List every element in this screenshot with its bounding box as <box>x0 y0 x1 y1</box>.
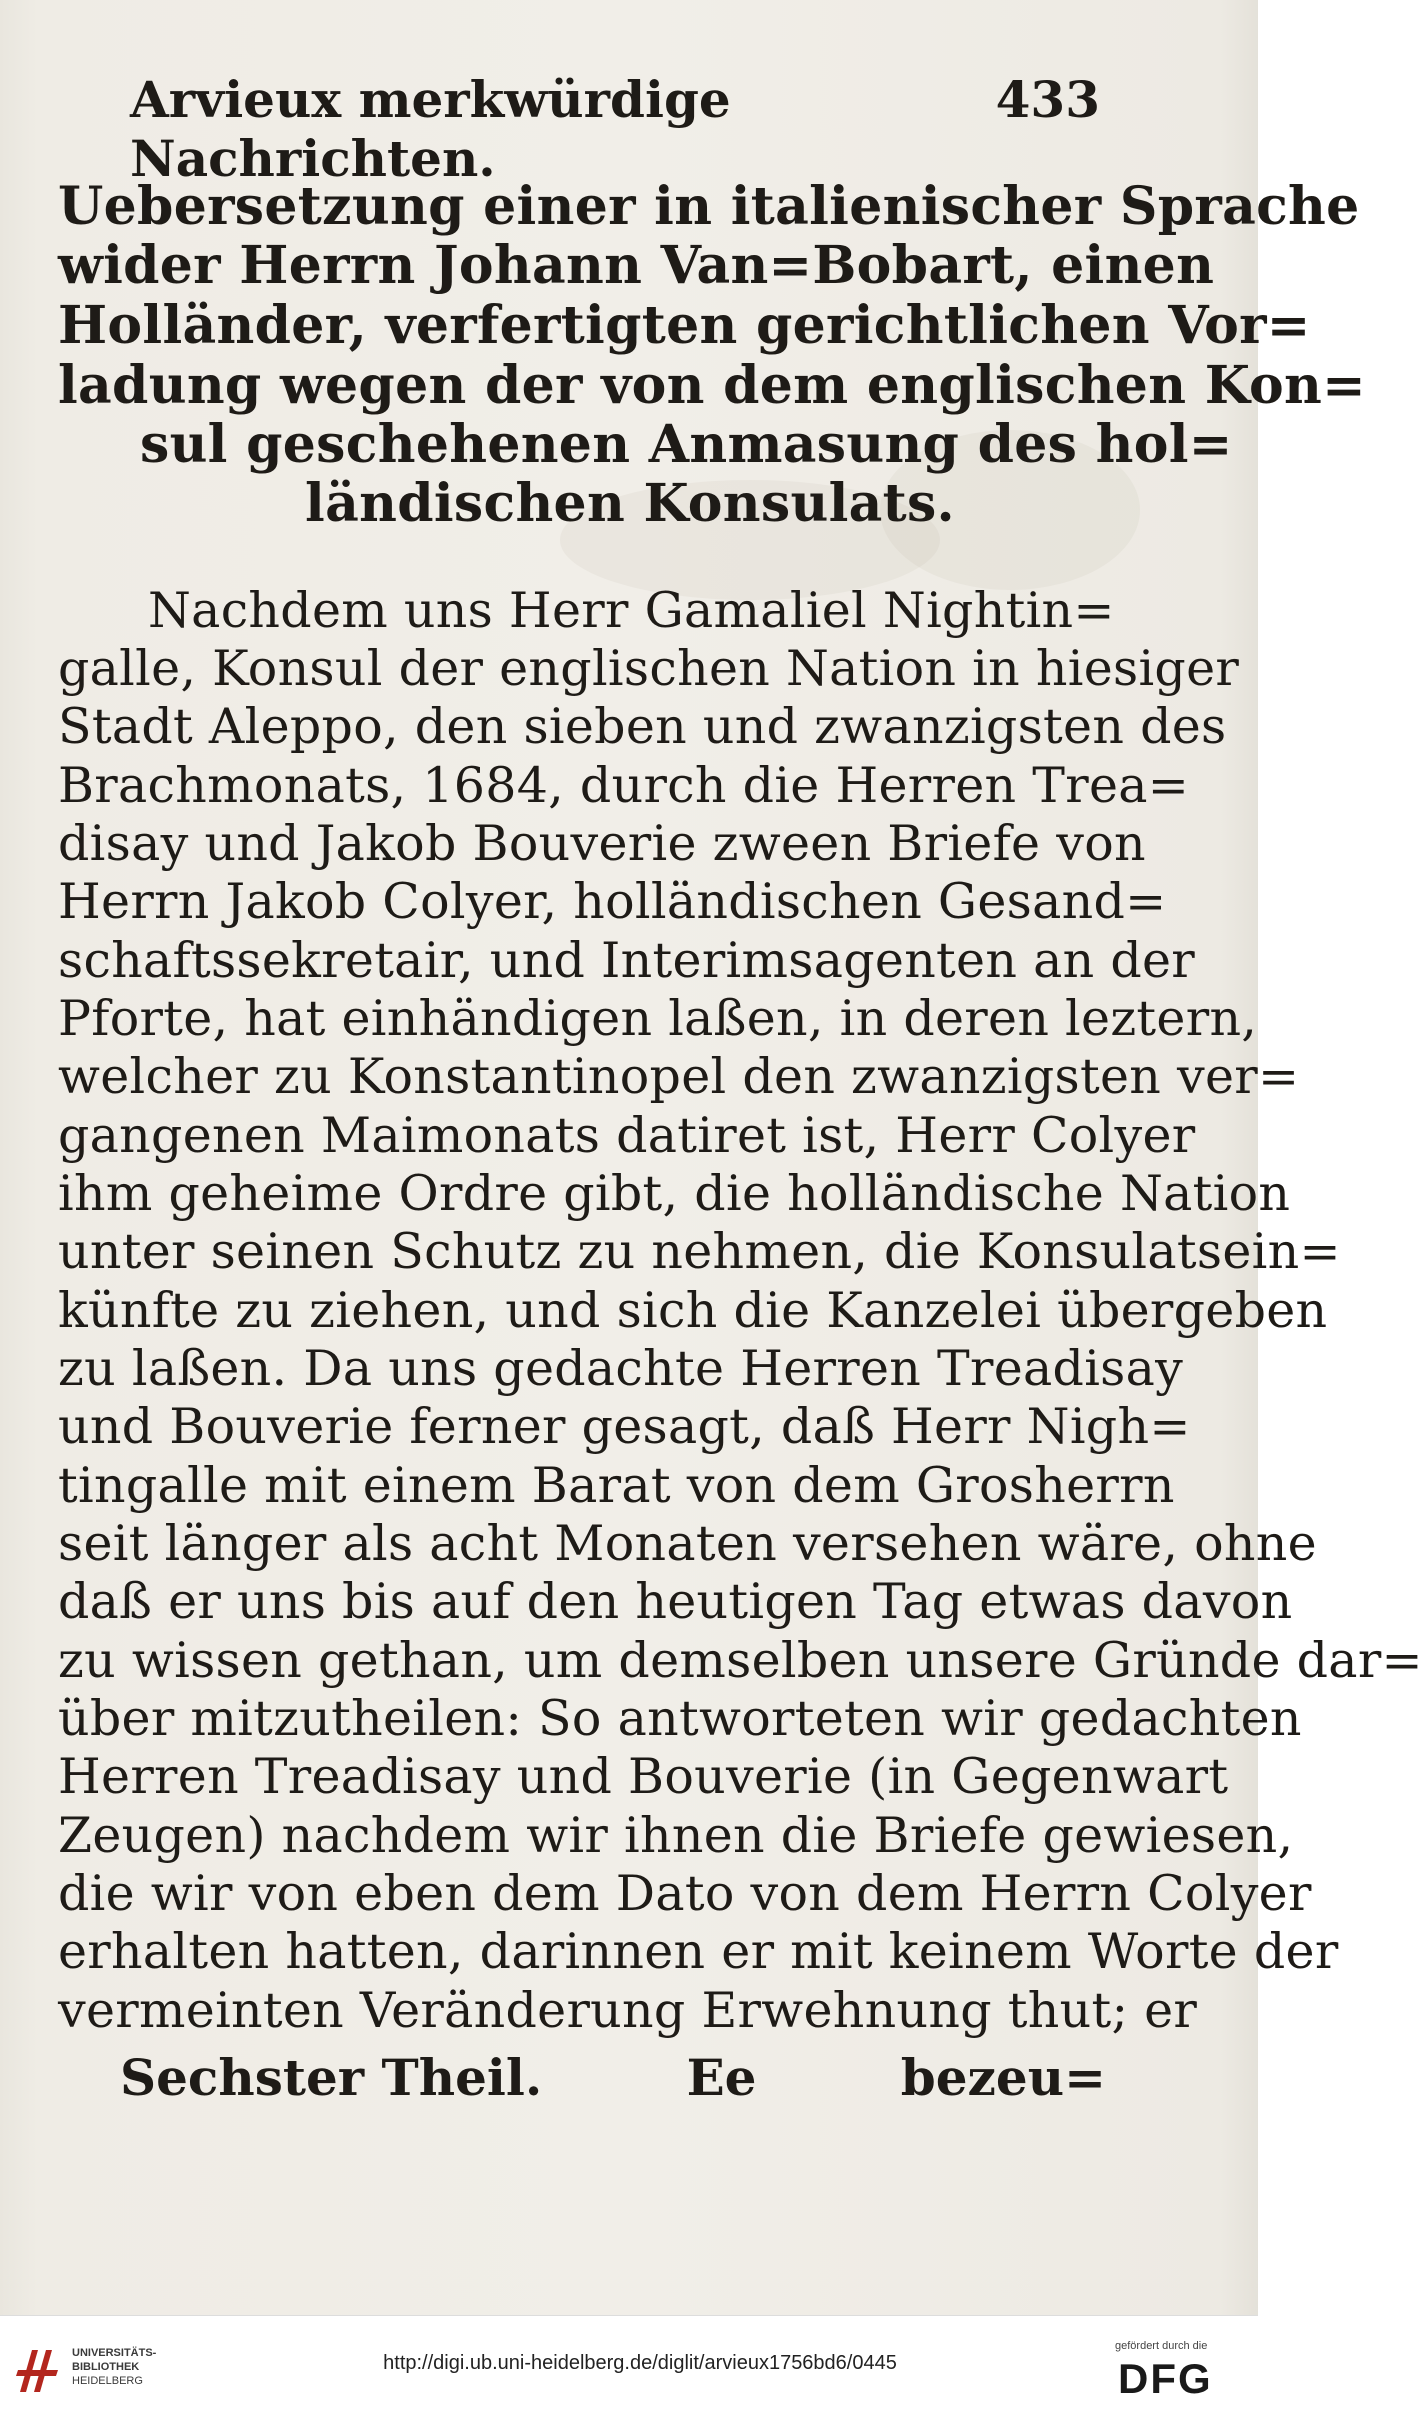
running-header <box>130 70 1100 188</box>
catchword: bezeu= <box>900 2048 1106 2107</box>
body-line: Pforte, hat einhändigen laßen, in deren leztern, <box>58 990 1258 1047</box>
permalink-url[interactable]: http://digi.ub.uni-heidelberg.de/diglit/arvieux1756bd6/0445 <box>383 2352 897 2374</box>
body-line: künfte zu ziehen, und sich die Kanzelei übergeben <box>58 1282 1328 1339</box>
body-line: Zeugen) nachdem wir ihnen die Briefe gewiesen, <box>58 1807 1294 1864</box>
title-line: Uebersetzung einer in italienischer Sprache <box>58 176 1360 237</box>
body-line: die wir von eben dem Dato von dem Herrn Colyer <box>58 1865 1312 1922</box>
dfg-logo: DFG <box>1118 2355 1213 2402</box>
funder-note: gefördert durch die <box>1115 2340 1208 2352</box>
body-line: ihm geheime Ordre gibt, die holländische Nation <box>58 1165 1291 1222</box>
body-line: disay und Jakob Bouverie zween Briefe von <box>58 815 1146 872</box>
library-name <box>72 2346 156 2388</box>
title-line: ladung wegen der von dem englischen Kon= <box>58 355 1367 416</box>
body-line: und Bouverie ferner gesagt, daß Herr Nigh= <box>58 1398 1191 1455</box>
title-line: sul geschehenen Anmasung des hol= <box>140 414 1233 475</box>
body-line: welcher zu Konstantinopel den zwanzigsten ver= <box>58 1048 1300 1105</box>
body-line: über mitzutheilen: So antworteten wir gedachten <box>58 1690 1302 1747</box>
volume-signature: Sechster Theil. <box>120 2048 543 2107</box>
body-line: zu laßen. Da uns gedachte Herren Treadisay <box>58 1340 1184 1397</box>
title-line: ländischen Konsulats. <box>305 473 955 534</box>
body-line: galle, Konsul der englischen Nation in hiesiger <box>58 640 1240 697</box>
university-library-logo-icon <box>14 2340 64 2400</box>
body-line: Nachdem uns Herr Gamaliel Nightin= <box>148 582 1115 639</box>
body-line: Stadt Aleppo, den sieben und zwanzigsten des <box>58 698 1227 755</box>
body-line: vermeinten Veränderung Erwehnung thut; er <box>58 1982 1198 2039</box>
body-line: zu wissen gethan, um demselben unsere Gründe dar= <box>58 1632 1423 1689</box>
body-line: Herren Treadisay und Bouverie (in Gegenwart <box>58 1748 1229 1805</box>
library-name-line: UNIVERSITÄTS- <box>72 2347 157 2359</box>
library-name-line: BIBLIOTHEK <box>72 2361 140 2373</box>
body-line: Herrn Jakob Colyer, holländischen Gesand= <box>58 873 1167 930</box>
body-line: daß er uns bis auf den heutigen Tag etwas davon <box>58 1573 1293 1630</box>
page-footer <box>120 2048 1106 2107</box>
body-line: Brachmonats, 1684, durch die Herren Trea= <box>58 757 1190 814</box>
body-line: unter seinen Schutz zu nehmen, die Konsulatsein= <box>58 1223 1341 1280</box>
title-line: Holländer, verfertigten gerichtlichen Vor= <box>58 295 1311 356</box>
library-name-line: HEIDELBERG <box>72 2375 143 2387</box>
page-number: 433 <box>995 70 1100 129</box>
running-title: Arvieux merkwürdige Nachrichten. <box>130 70 731 188</box>
body-line: erhalten hatten, darinnen er mit keinem Worte der <box>58 1923 1339 1980</box>
title-line: wider Herrn Johann Van=Bobart, einen <box>58 235 1215 296</box>
body-line: tingalle mit einem Barat von dem Grosherrn <box>58 1457 1175 1514</box>
body-line: schaftssekretair, und Interimsagenten an der <box>58 932 1196 989</box>
signature-mark: Ee <box>686 2048 757 2107</box>
body-line: gangenen Maimonats datiret ist, Herr Colyer <box>58 1107 1196 1164</box>
body-line: seit länger als acht Monaten versehen wäre, ohne <box>58 1515 1317 1572</box>
